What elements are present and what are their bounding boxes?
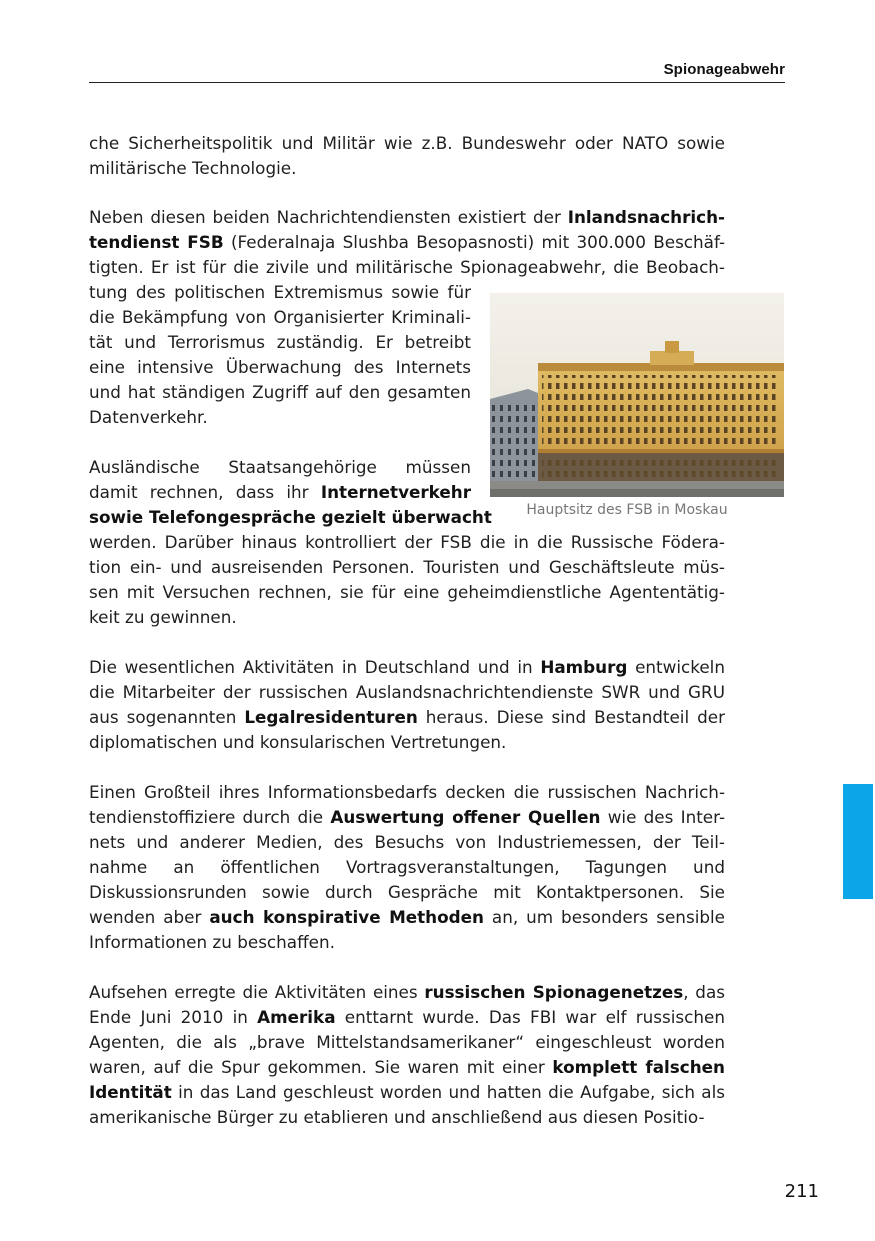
- text-run: an, um besonders sensible: [483, 907, 725, 927]
- text-run: wie des Inter-: [600, 807, 725, 827]
- page-number: 211: [784, 1181, 819, 1202]
- text-run: die Mitarbeiter der russischen Auslandsnachrichtendienste SWR und GRU: [89, 682, 725, 702]
- text-line: [89, 505, 492, 530]
- text-run: damit rechnen, dass ihr: [89, 482, 321, 502]
- text-run: Ende Juni 2010 in: [89, 1007, 258, 1027]
- text-line: [89, 305, 471, 330]
- text-run: in das Land geschleust worden und hatten die Aufgabe, sich als: [171, 1082, 725, 1102]
- text-run: Diskussionsrunden sowie durch Gespräche mit Kontaktpersonen. Sie: [89, 882, 725, 902]
- text-run: che Sicherheitspolitik und Militär wie z.B. Bundeswehr oder NATO sowie: [89, 133, 725, 153]
- text-run: , das: [683, 982, 725, 1002]
- text-run: Aufsehen erregte die Aktivitäten eines: [89, 982, 425, 1002]
- text-line: [89, 855, 725, 880]
- header-rule: [89, 82, 785, 83]
- text-run: Agenten, die als „brave Mittelstandsamerikaner“ eingeschleust worden: [89, 1032, 725, 1052]
- text-run: militärische Technologie.: [89, 158, 297, 178]
- text-line: [89, 1080, 725, 1105]
- text-line: [89, 255, 725, 280]
- text-line: [89, 480, 471, 505]
- text-run: wenden aber: [89, 907, 210, 927]
- text-run: enttarnt wurde. Das FBI war elf russischen: [335, 1007, 726, 1027]
- bold-phrase: sowie Telefongespräche gezielt überwacht: [89, 507, 492, 527]
- text-run: Datenverkehr.: [89, 407, 208, 427]
- bold-phrase: Auswertung offener Quellen: [330, 807, 601, 827]
- bold-phrase: komplett falschen: [552, 1057, 725, 1077]
- text-run: die Bekämpfung von Organisierter Kriminali-: [89, 307, 471, 327]
- text-run: Informationen zu beschaffen.: [89, 932, 335, 952]
- bold-phrase: Legalresidenturen: [244, 707, 418, 727]
- text-line: [89, 230, 725, 255]
- text-run: nahme an öffentlichen Vortragsveranstaltungen, Tagungen und: [89, 857, 725, 877]
- text-line: [89, 655, 725, 680]
- text-line: [89, 156, 725, 181]
- fsb-headquarters-photo: [490, 293, 784, 497]
- running-header-title: Spionageabwehr: [663, 61, 785, 78]
- text-run: Einen Großteil ihres Informationsbedarfs decken die russischen Nachrich-: [89, 782, 725, 802]
- chapter-tab-marker: [843, 784, 873, 899]
- text-run: nets und anderer Medien, des Besuchs von Industriemessen, der Teil-: [89, 832, 725, 852]
- text-run: (Federalnaja Slushba Besopasnosti) mit 300.000 Beschäf-: [223, 232, 726, 252]
- text-line: [89, 455, 471, 480]
- text-line: [89, 1055, 725, 1080]
- text-run: tät und Terrorismus zuständig. Er betreibt: [89, 332, 471, 352]
- text-line: [89, 205, 725, 230]
- text-line: [89, 380, 471, 405]
- bold-phrase: Amerika: [257, 1007, 336, 1027]
- text-line: [89, 780, 725, 805]
- text-line: [89, 555, 725, 580]
- text-run: tendienstoffiziere durch die: [89, 807, 331, 827]
- text-line: [89, 1105, 725, 1130]
- text-run: aus sogenannten: [89, 707, 245, 727]
- bold-phrase: auch konspirative Methoden: [209, 907, 484, 927]
- photo-caption: Hauptsitz des FSB in Moskau: [526, 502, 728, 518]
- text-line: [89, 605, 725, 630]
- text-run: eine intensive Überwachung des Internets: [89, 357, 471, 377]
- text-run: tion ein- und ausreisenden Personen. Touristen und Geschäftsleute müs-: [89, 557, 725, 577]
- text-line: [89, 1005, 725, 1030]
- text-line: [89, 730, 725, 755]
- text-run: tung des politischen Extremismus sowie für: [89, 282, 471, 302]
- text-line: [89, 405, 471, 430]
- text-run: entwickeln: [627, 657, 725, 677]
- text-run: heraus. Diese sind Bestandteil der: [417, 707, 725, 727]
- text-run: Die wesentlichen Aktivitäten in Deutschland und in: [89, 657, 541, 677]
- text-line: [89, 705, 725, 730]
- text-run: diplomatischen und konsularischen Vertretungen.: [89, 732, 507, 752]
- text-line: [89, 880, 725, 905]
- text-run: sen mit Versuchen rechnen, sie für eine geheimdienstliche Agententätig-: [89, 582, 725, 602]
- text-line: [89, 805, 725, 830]
- text-line: [89, 131, 725, 156]
- bold-phrase: Hamburg: [540, 657, 628, 677]
- text-line: [89, 980, 725, 1005]
- text-run: tigten. Er ist für die zivile und militärische Spionageabwehr, die Beobach-: [89, 257, 725, 277]
- text-line: [89, 680, 725, 705]
- text-line: [89, 330, 471, 355]
- bold-phrase: Internetverkehr: [320, 482, 471, 502]
- text-line: [89, 530, 725, 555]
- text-run: Ausländische Staatsangehörige müssen: [89, 457, 471, 477]
- text-line: [89, 280, 471, 305]
- bold-phrase: Identität: [89, 1082, 172, 1102]
- text-line: [89, 1030, 725, 1055]
- text-line: [89, 930, 725, 955]
- bold-phrase: tendienst FSB: [89, 232, 224, 252]
- text-run: amerikanische Bürger zu etablieren und anschließend aus diesen Positio-: [89, 1107, 705, 1127]
- text-run: waren, auf die Spur gekommen. Sie waren mit einer: [89, 1057, 553, 1077]
- text-line: [89, 830, 725, 855]
- text-run: werden. Darüber hinaus kontrolliert der FSB die in die Russische Födera-: [89, 532, 725, 552]
- text-line: [89, 355, 471, 380]
- text-line: [89, 580, 725, 605]
- bold-phrase: Inlandsnachrich-: [567, 207, 725, 227]
- text-line: [89, 905, 725, 930]
- text-run: keit zu gewinnen.: [89, 607, 237, 627]
- text-run: und hat ständigen Zugriff auf den gesamten: [89, 382, 471, 402]
- bold-phrase: russischen Spionagenetzes: [424, 982, 684, 1002]
- text-run: Neben diesen beiden Nachrichtendiensten existiert der: [89, 207, 568, 227]
